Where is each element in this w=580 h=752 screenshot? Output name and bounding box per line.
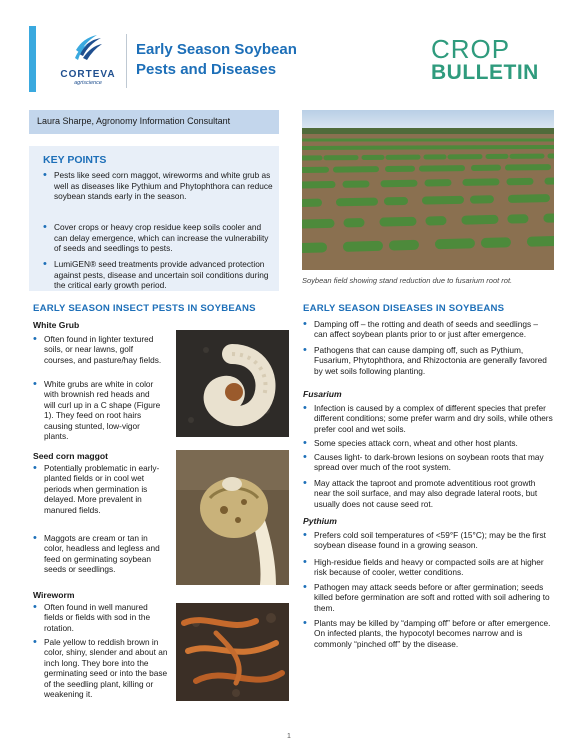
pythium-point-4: • Plants may be killed by “damping off” before or after emergence. On infected plants, the hypocotyl becomes narrow and is commonly “pinched off” by the disease. <box>303 618 553 649</box>
key-point-1: • Pests like seed corn maggot, wireworms and white grub as well as diseases like Pythium and Phytophthora can reduce soybean stands early in the season. <box>43 170 273 202</box>
white-grub-heading: White Grub <box>33 320 80 330</box>
bulletin-word: BULLETIN <box>431 61 539 84</box>
diseases-heading: EARLY SEASON DISEASES IN SOYBEANS <box>303 303 505 314</box>
soybean-field-photo <box>302 110 554 270</box>
title-line-1: Early Season Soybean <box>136 41 297 58</box>
disease-intro-point-1: • Damping off – the rotting and death of seeds and seedlings – can affect soybean plants prior to or just after emergence. <box>303 319 553 340</box>
fusarium-point-3: • Causes light- to dark-brown lesions on soybean roots that may spread over much of the root system. <box>303 452 553 473</box>
pythium-heading: Pythium <box>303 516 337 526</box>
pythium-point-1: • Prefers cold soil temperatures of <59°F (15°C); may be the first soybean disease found in a growing season. <box>303 530 553 551</box>
key-points-title: KEY POINTS <box>43 154 107 166</box>
wireworm-point-2: • Pale yellow to reddish brown in color, shiny, slender and about an inch long. They bore into the germinating seed or into the base of the seedling plant, killing or weakening it. <box>33 637 169 699</box>
white-grub-point-2: • White grubs are white in color with brownish red heads and will curl up in a C shape (Figure 1). They feed on root hairs causing stunted, low-vigor plants. <box>33 379 163 441</box>
key-point-2: • Cover crops or heavy crop residue keep soils cooler and can delay emergence, which can increase the vulnerability of seeds and seedlings to pests. <box>43 222 273 254</box>
disease-intro-point-2: • Pathogens that can cause damping off, such as Pythium, Fusarium, Phytophthora, and Rhizoctonia are generally favored by wet soils following planting. <box>303 345 553 376</box>
seed-corn-maggot-point-1: • Potentially problematic in early-planted fields or in cool wet periods when germination is delayed. More prevalent in manured fields. <box>33 463 165 515</box>
seed-corn-maggot-photo <box>176 450 289 585</box>
fusarium-point-1: • Infection is caused by a complex of different species that prefer different conditions; some prefer warm and dry soils, while others prefer cool and wet soils. <box>303 403 553 434</box>
corteva-logo <box>58 34 118 90</box>
fusarium-heading: Fusarium <box>303 389 342 399</box>
insect-pests-heading: EARLY SEASON INSECT PESTS IN SOYBEANS <box>33 303 256 314</box>
white-grub-point-1: • Often found in lighter textured soils, or near lawns, golf courses, and pasture/hay fields. <box>33 334 163 365</box>
page-number: 1 <box>287 733 291 740</box>
corteva-logo-icon <box>73 34 103 62</box>
crop-word: CROP <box>431 34 511 64</box>
wireworm-photo <box>176 603 289 701</box>
fusarium-point-4: • May attack the taproot and promote adventitious root growth near the soil surface, and may also degrade lateral roots, but usually does not cause seed rot. <box>303 478 553 509</box>
seed-corn-maggot-heading: Seed corn maggot <box>33 451 108 461</box>
white-grub-photo <box>176 330 289 437</box>
logo-sub: agriscience <box>74 80 102 86</box>
fusarium-point-2: • Some species attack corn, wheat and other host plants. <box>303 438 553 448</box>
seed-corn-maggot-point-2: • Maggots are cream or tan in color, headless and legless and feed on germinating soybean seeds or seedlings. <box>33 533 165 575</box>
wireworm-point-1: • Often found in well manured fields or fields with sod in the rotation. <box>33 602 169 633</box>
accent-bar <box>29 26 36 92</box>
pythium-point-2: • High-residue fields and heavy or compacted soils are at higher risk because of cooler, wetter conditions. <box>303 557 553 578</box>
title-line-2: Pests and Diseases <box>136 61 277 78</box>
wireworm-heading: Wireworm <box>33 590 75 600</box>
author-name: Laura Sharpe, Agronomy Information Consultant <box>37 116 231 126</box>
photo-caption: Soybean field showing stand reduction due to fusarium root rot. <box>302 276 513 285</box>
author-bar <box>29 110 279 134</box>
logo-brand: CORTEVA <box>60 69 116 80</box>
document-title <box>136 40 336 80</box>
title-divider <box>126 34 127 88</box>
pythium-point-3: • Pathogen may attack seeds before or after germination; seeds killed before germination are soft and rotted with soil adhering to them. <box>303 582 553 613</box>
key-point-3: • LumiGEN® seed treatments provide advanced protection against pests, disease and uncertain soil conditions during the critical early growth period. <box>43 259 273 291</box>
